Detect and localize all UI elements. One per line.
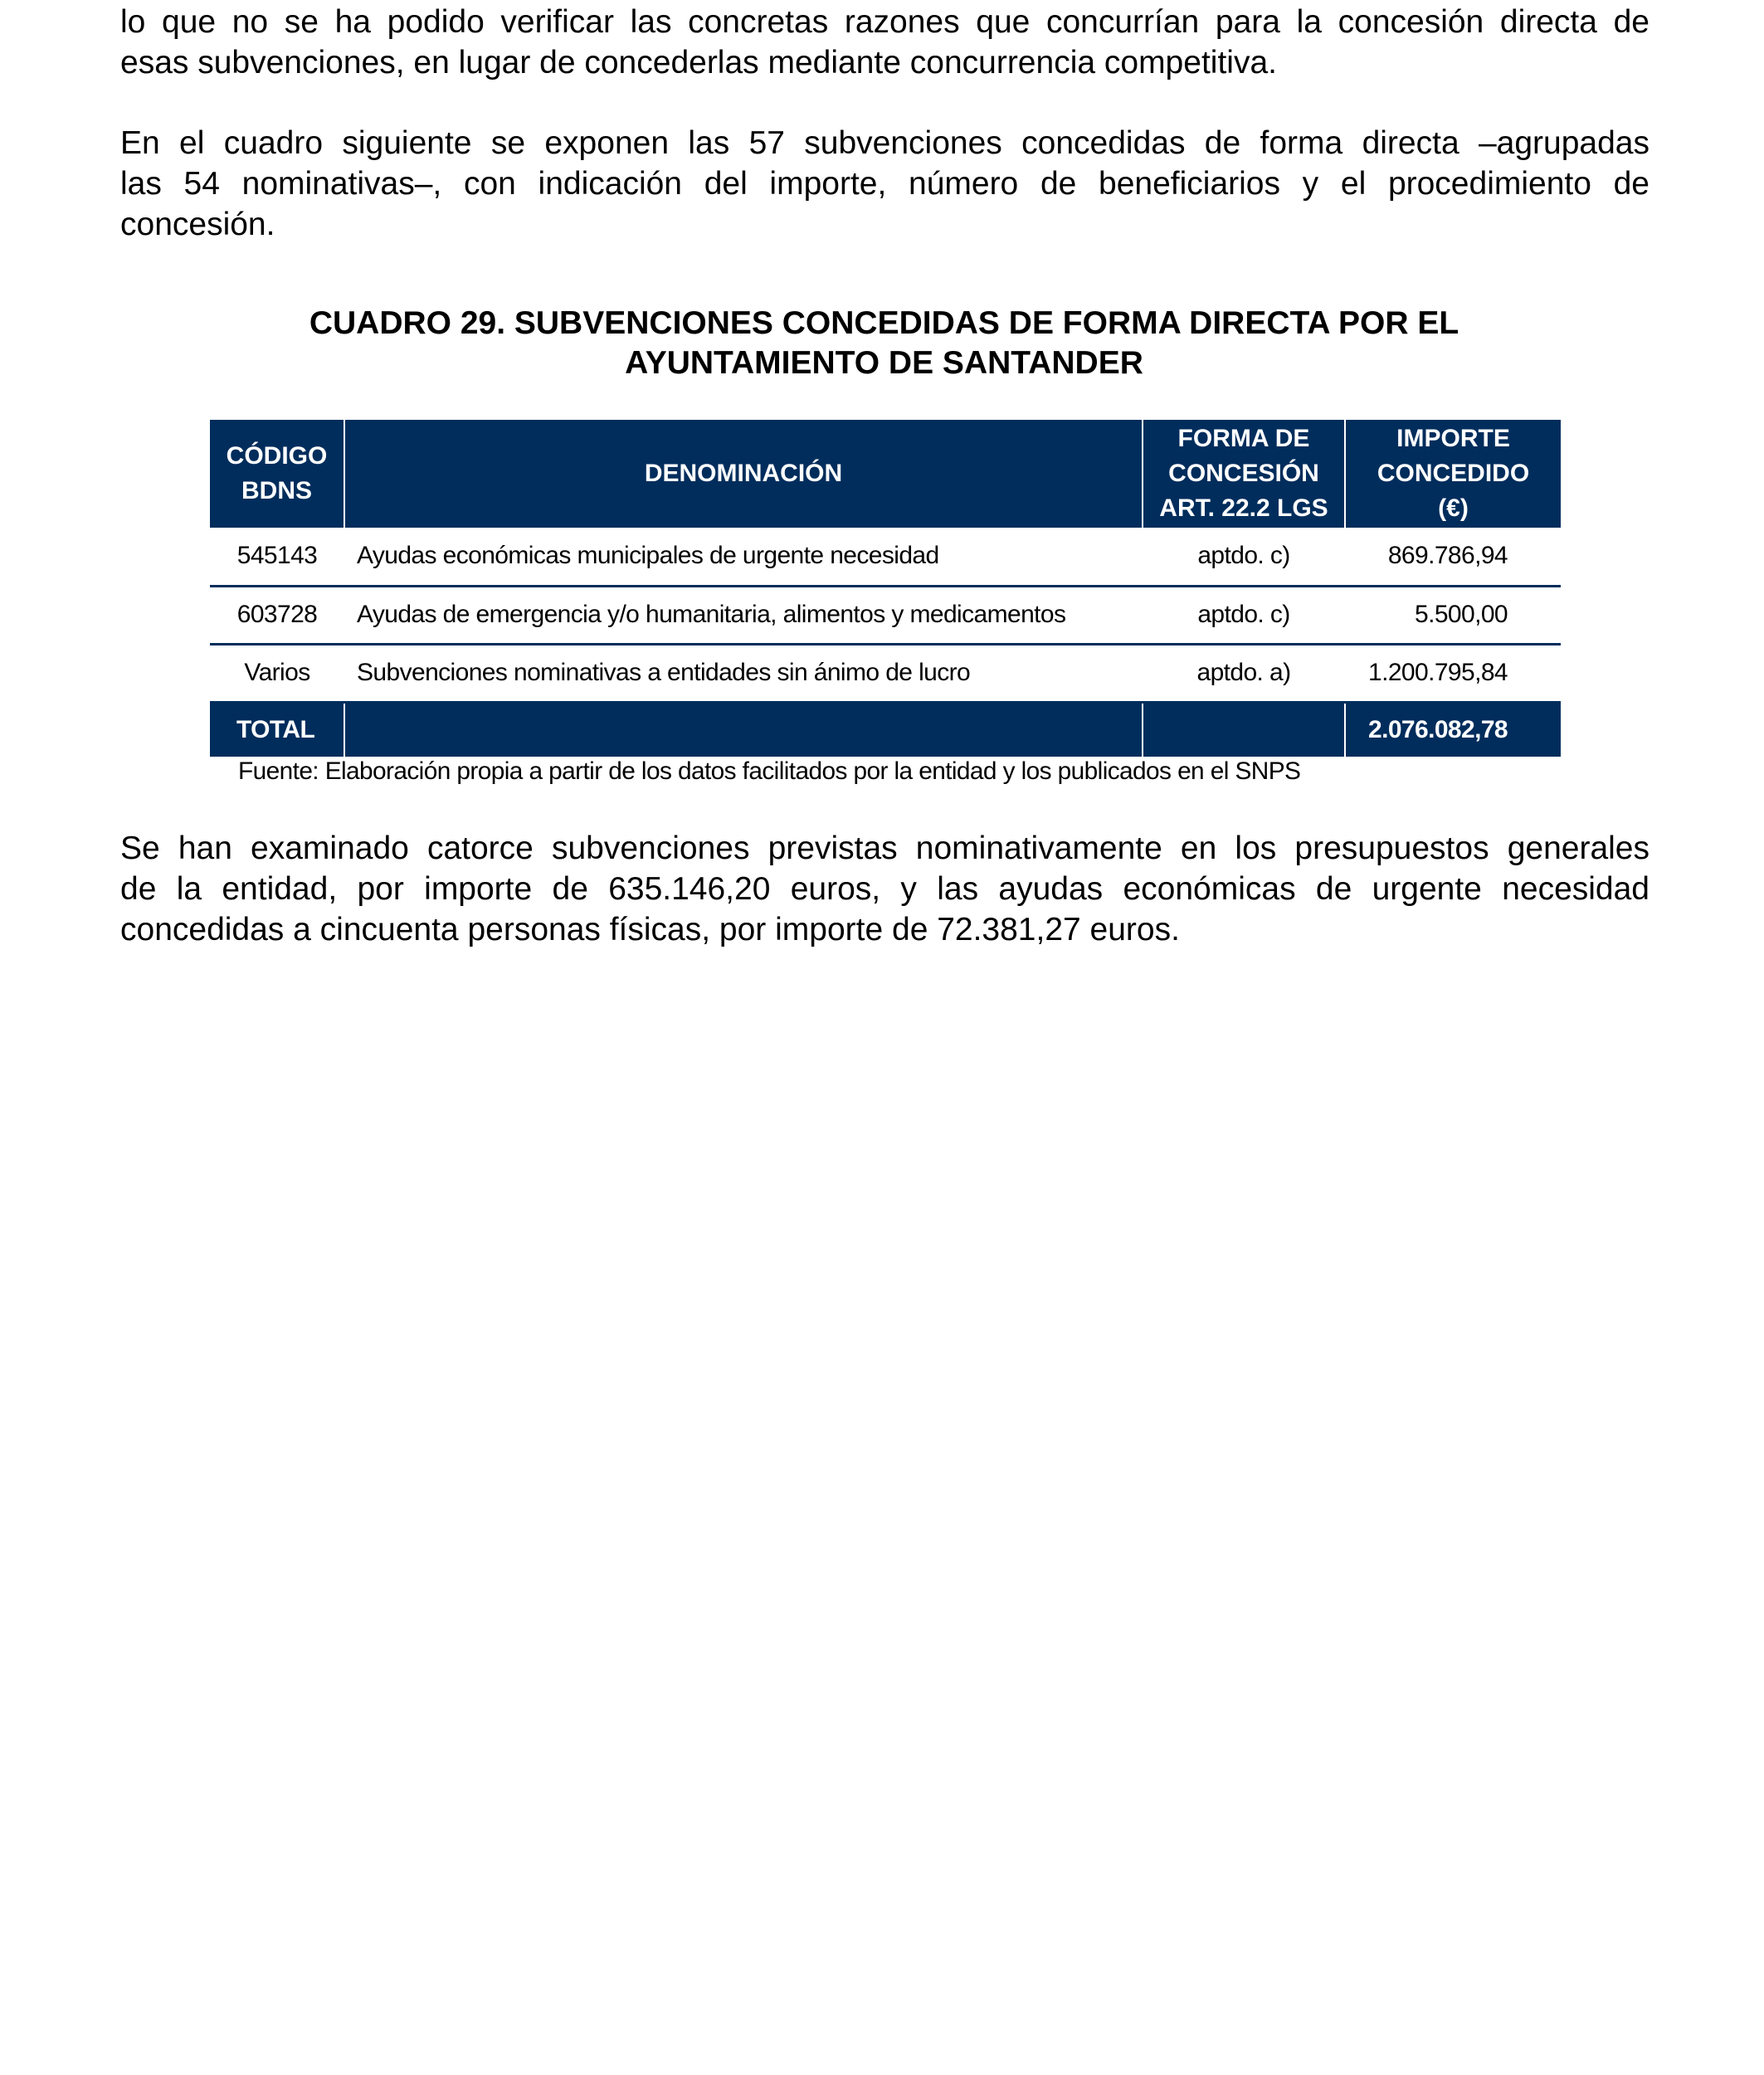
paragraph-line: de la entidad, por importe de 635.146,20 euros, y las ayudas económicas de urgente necesidad <box>120 871 1649 907</box>
cell-codigo: 603728 <box>236 601 318 628</box>
table-header-row <box>210 420 1561 528</box>
cell-codigo: 545143 <box>236 542 318 570</box>
header-text: CÓDIGO <box>226 442 328 470</box>
body-paragraph-intro <box>120 2 1649 83</box>
cell-forma: aptdo. c) <box>1197 601 1290 628</box>
table-title <box>210 304 1558 383</box>
header-text: IMPORTE <box>1396 425 1510 452</box>
subvenciones-table <box>210 420 1561 757</box>
table-row <box>210 644 1561 702</box>
paragraph-line: concesión. <box>120 207 275 242</box>
total-label: TOTAL <box>210 702 344 757</box>
header-denominacion <box>344 420 1143 528</box>
paragraph-line: lo que no se ha podido verificar las concretas razones que concurrían para la concesión directa de <box>120 4 1649 40</box>
total-importe: 2.076.082,78 <box>1368 715 1508 743</box>
cell-importe: 1.200.795,84 <box>1368 659 1508 686</box>
table-title-line: CUADRO 29. SUBVENCIONES CONCEDIDAS DE FORMA DIRECTA POR EL <box>309 305 1459 341</box>
table-row <box>210 528 1561 586</box>
paragraph-line: esas subvenciones, en lugar de concederlas mediante concurrencia competitiva. <box>120 45 1277 80</box>
header-text: CONCESIÓN <box>1168 460 1319 487</box>
header-text: CONCEDIDO <box>1377 460 1530 487</box>
cell-denominacion: Ayudas de emergencia y/o humanitaria, alimentos y medicamentos <box>357 601 1066 628</box>
table-source-note: Fuente: Elaboración propia a partir de los datos facilitados por la entidad y los publicados en el SNPS <box>238 757 1301 785</box>
paragraph-line: concedidas a cincuenta personas físicas, por importe de 72.381,27 euros. <box>120 912 1180 947</box>
header-codigo-bdns <box>210 420 344 528</box>
cell-importe: 5.500,00 <box>1415 601 1508 628</box>
total-empty-cell <box>344 702 1143 757</box>
cell-denominacion: Subvenciones nominativas a entidades sin ánimo de lucro <box>357 659 971 686</box>
header-text: ART. 22.2 LGS <box>1159 494 1328 522</box>
header-text: FORMA DE <box>1177 425 1310 452</box>
cell-forma: aptdo. a) <box>1196 659 1291 686</box>
cell-forma: aptdo. c) <box>1197 542 1290 570</box>
body-paragraph-table-intro <box>120 123 1649 245</box>
paragraph-line: las 54 nominativas‒, con indicación del importe, número de beneficiarios y el procedimiento de <box>120 166 1649 202</box>
header-forma-concesion <box>1143 420 1345 528</box>
paragraph-line: En el cuadro siguiente se exponen las 57 subvenciones concedidas de forma directa ‒agrupadas <box>120 125 1649 161</box>
table-row <box>210 586 1561 644</box>
table-total-row <box>210 702 1561 757</box>
header-text: DENOMINACIÓN <box>644 460 843 487</box>
header-importe-concedido <box>1345 420 1561 528</box>
cell-denominacion: Ayudas económicas municipales de urgente necesidad <box>357 542 939 570</box>
header-text: BDNS <box>241 477 312 504</box>
body-paragraph-examined <box>120 828 1649 950</box>
table-title-line: AYUNTAMIENTO DE SANTANDER <box>625 345 1143 381</box>
cell-codigo: Varios <box>244 659 310 686</box>
paragraph-line: Se han examinado catorce subvenciones previstas nominativamente en los presupuestos generales <box>120 830 1649 866</box>
header-text: (€) <box>1438 494 1469 522</box>
cell-importe: 869.786,94 <box>1387 542 1508 570</box>
total-empty-cell <box>1143 702 1345 757</box>
